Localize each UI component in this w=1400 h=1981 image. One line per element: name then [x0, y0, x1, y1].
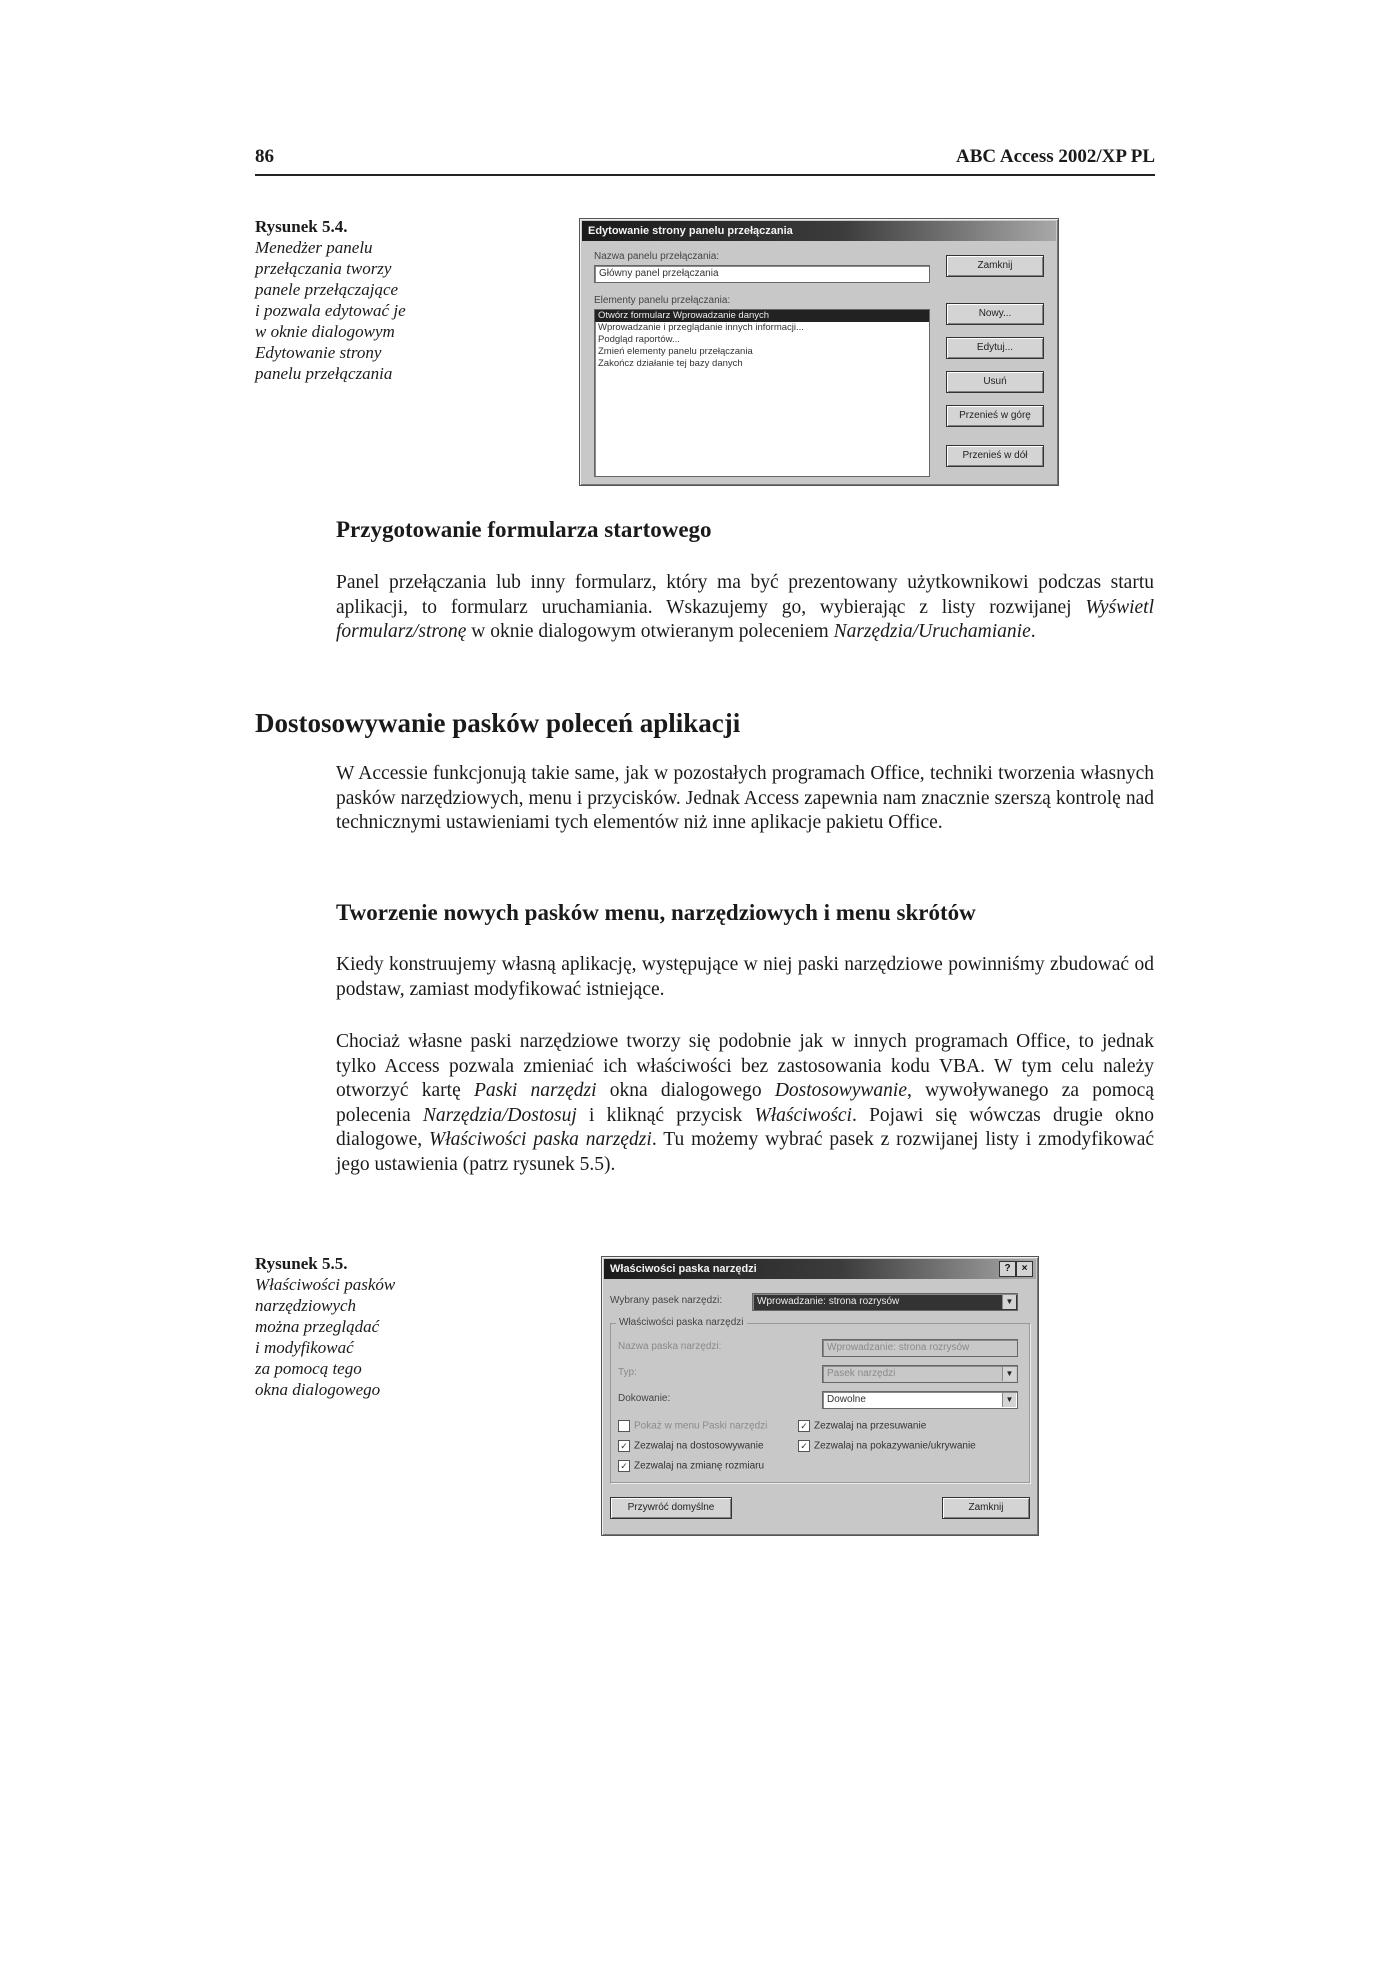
dialog-title-bar: Edytowanie strony panelu przełączania	[582, 221, 1056, 241]
emphasis-run: Narzędzia/Dostosuj	[422, 1104, 577, 1126]
chevron-down-icon[interactable]: ▼	[1002, 1393, 1016, 1407]
move-up-button[interactable]: Przenieś w górę	[946, 405, 1044, 427]
caption-line: za pomocą tego	[255, 1359, 362, 1378]
caption-line: w oknie dialogowym	[255, 322, 395, 341]
checkbox-icon	[618, 1420, 630, 1432]
section2-paragraph: W Accessie funkcjonują takie same, jak w pozostałych programach Office, techniki tworzenia własnych pasków narzędziowych, menu i przycisków. Jednak Access zapewnia nam znacznie szerszą kontrolę nad technicznymi ustawieniami tych elementów niż inne aplikacje pakietu Office.	[336, 763, 1154, 833]
section1-paragraph	[336, 571, 1154, 645]
caption-title: Rysunek 5.5.	[255, 1254, 348, 1273]
text-run: i kliknąć przycisk	[576, 1104, 755, 1126]
page-number: 86	[255, 146, 274, 167]
dialog-title-bar: Właściwości paska narzędzi	[604, 1259, 1036, 1279]
selected-toolbar-dropdown[interactable]	[752, 1293, 1018, 1311]
emphasis-run: Właściwości paska narzędzi	[428, 1129, 652, 1150]
allow-customizing-checkbox[interactable]	[618, 1440, 764, 1452]
move-down-button[interactable]: Przenieś w dół	[946, 445, 1044, 467]
checkbox-label: Zezwalaj na przesuwanie	[814, 1420, 927, 1432]
check-icon: ✓	[618, 1440, 630, 1452]
chevron-down-icon: ▼	[1002, 1367, 1016, 1381]
restore-defaults-button[interactable]: Przywróć domyślne	[610, 1497, 732, 1519]
docking-value: Dowolne	[827, 1394, 866, 1405]
emphasis-run: Paski narzędzi	[473, 1080, 597, 1101]
caption-line: Właściwości pasków	[255, 1275, 396, 1294]
switchboard-name-field[interactable]: Główny panel przełączania	[594, 265, 930, 283]
caption-line: i pozwala edytować je	[255, 301, 406, 320]
type-value: Pasek narzędzi	[827, 1368, 896, 1379]
allow-show-hide-checkbox[interactable]	[798, 1440, 976, 1452]
toolbar-properties-dialog	[601, 1256, 1039, 1536]
edit-button[interactable]: Edytuj...	[946, 337, 1044, 359]
check-icon: ✓	[618, 1460, 630, 1472]
caption-line: panele przełączające	[255, 280, 399, 299]
emphasis-run: Dostosowywanie	[774, 1080, 907, 1101]
figure-caption-5-5	[255, 1253, 465, 1400]
section3-paragraph-2	[336, 1030, 1154, 1177]
check-icon: ✓	[798, 1420, 810, 1432]
text-run: . Tu możemy wybrać pasek z rozwijanej listy i zmodyfikować jego ustawienia (patrz rysunek 5.5).	[336, 1129, 1155, 1175]
text-run: , wywoływanego za pomocą polecenia	[336, 1080, 1154, 1126]
text-run: w oknie dialogowym otwieranym poleceniem	[466, 621, 834, 642]
show-on-toolbars-menu-checkbox	[618, 1420, 767, 1432]
chevron-down-icon[interactable]: ▼	[1002, 1295, 1016, 1309]
caption-line: i modyfikować	[255, 1338, 354, 1357]
selected-toolbar-value: Wprowadzanie: strona rozrysów	[757, 1296, 900, 1307]
group-label: Właściwości paska narzędzi	[616, 1317, 747, 1328]
caption-line: przełączania tworzy	[255, 259, 392, 278]
page-header	[255, 146, 1155, 176]
caption-line: panelu przełączania	[255, 364, 393, 383]
type-dropdown	[822, 1365, 1018, 1383]
section-heading: Przygotowanie formularza startowego	[336, 517, 712, 542]
list-item[interactable]: Zakończ działanie tej bazy danych	[598, 358, 743, 369]
text-run: okna dialogowego	[596, 1080, 775, 1101]
switchboard-items-list[interactable]	[594, 309, 930, 477]
figure-caption-5-4	[255, 216, 465, 384]
switchboard-name-label: Nazwa panelu przełączania:	[594, 251, 720, 262]
toolbar-name-label: Nazwa paska narzędzi:	[618, 1341, 722, 1352]
list-item[interactable]: Wprowadzanie i przeglądanie innych informacji...	[598, 322, 804, 333]
caption-line: narzędziowych	[255, 1296, 357, 1315]
checkbox-label: Zezwalaj na zmianę rozmiaru	[634, 1460, 765, 1472]
running-title: ABC Access 2002/XP PL	[956, 146, 1155, 167]
close-button[interactable]: Zamknij	[942, 1497, 1030, 1519]
list-item[interactable]: Podgląd raportów...	[598, 334, 680, 345]
checkbox-label: Zezwalaj na dostosowywanie	[634, 1440, 764, 1452]
switchboard-items-label: Elementy panelu przełączania:	[594, 295, 731, 306]
edit-switchboard-dialog	[579, 218, 1059, 486]
section3-paragraph-1: Kiedy konstruujemy własną aplikację, występujące w niej paski narzędziowe powinniśmy zbudować od podstaw, zamiast modyfikować istniejące.	[336, 954, 1154, 1000]
selected-toolbar-label: Wybrany pasek narzędzi:	[610, 1295, 723, 1306]
emphasis-run: Wyświetl formularz/stronę	[336, 596, 1154, 642]
section-heading: Tworzenie nowych pasków menu, narzędziowych i menu skrótów	[336, 900, 976, 925]
toolbar-name-field: Wprowadzanie: strona rozrysów	[822, 1339, 1018, 1357]
help-button[interactable]: ?	[999, 1261, 1016, 1277]
type-label: Typ:	[618, 1367, 637, 1378]
emphasis-run: Narzędzia/Uruchamianie	[833, 621, 1031, 642]
caption-line: Menedżer panelu	[255, 238, 373, 257]
emphasis-run: Właściwości	[754, 1104, 852, 1126]
close-x-button[interactable]: ×	[1016, 1261, 1033, 1277]
caption-title: Rysunek 5.4.	[255, 217, 348, 236]
caption-line: Edytowanie strony	[255, 343, 382, 362]
text-run: Panel przełączania lub inny formularz, który ma być prezentowany użytkownikowi podczas startu aplikacji, to formularz uruchamiania. Wskazujemy go, wybierając z listy rozwijanej	[336, 572, 1154, 618]
docking-dropdown[interactable]	[822, 1391, 1018, 1409]
checkbox-label: Pokaż w menu Paski narzędzi	[634, 1420, 768, 1432]
allow-moving-checkbox[interactable]	[798, 1420, 926, 1432]
text-run: Chociaż własne paski narzędziowe tworzy się podobnie jak w innych programach Office, to jednak tylko Access pozwala zmieniać ich właściwości bez zastosowania kodu VBA. W tym celu należy otworzyć kartę	[336, 1031, 1154, 1101]
allow-resizing-checkbox[interactable]	[618, 1460, 764, 1472]
new-button[interactable]: Nowy...	[946, 303, 1044, 325]
delete-button[interactable]: Usuń	[946, 371, 1044, 393]
close-button[interactable]: Zamknij	[946, 255, 1044, 277]
docking-label: Dokowanie:	[618, 1393, 671, 1404]
chapter-heading: Dostosowywanie pasków poleceń aplikacji	[255, 708, 741, 738]
caption-line: okna dialogowego	[255, 1380, 381, 1399]
list-item[interactable]: Zmień elementy panelu przełączania	[598, 346, 753, 357]
text-run: .	[1030, 621, 1036, 642]
check-icon: ✓	[798, 1440, 810, 1452]
text-run: . Pojawi się wówczas drugie okno dialogowe,	[336, 1104, 1154, 1150]
list-item[interactable]: Otwórz formularz Wprowadzanie danych	[595, 310, 929, 322]
caption-line: można przeglądać	[255, 1317, 380, 1336]
checkbox-label: Zezwalaj na pokazywanie/ukrywanie	[814, 1440, 976, 1452]
